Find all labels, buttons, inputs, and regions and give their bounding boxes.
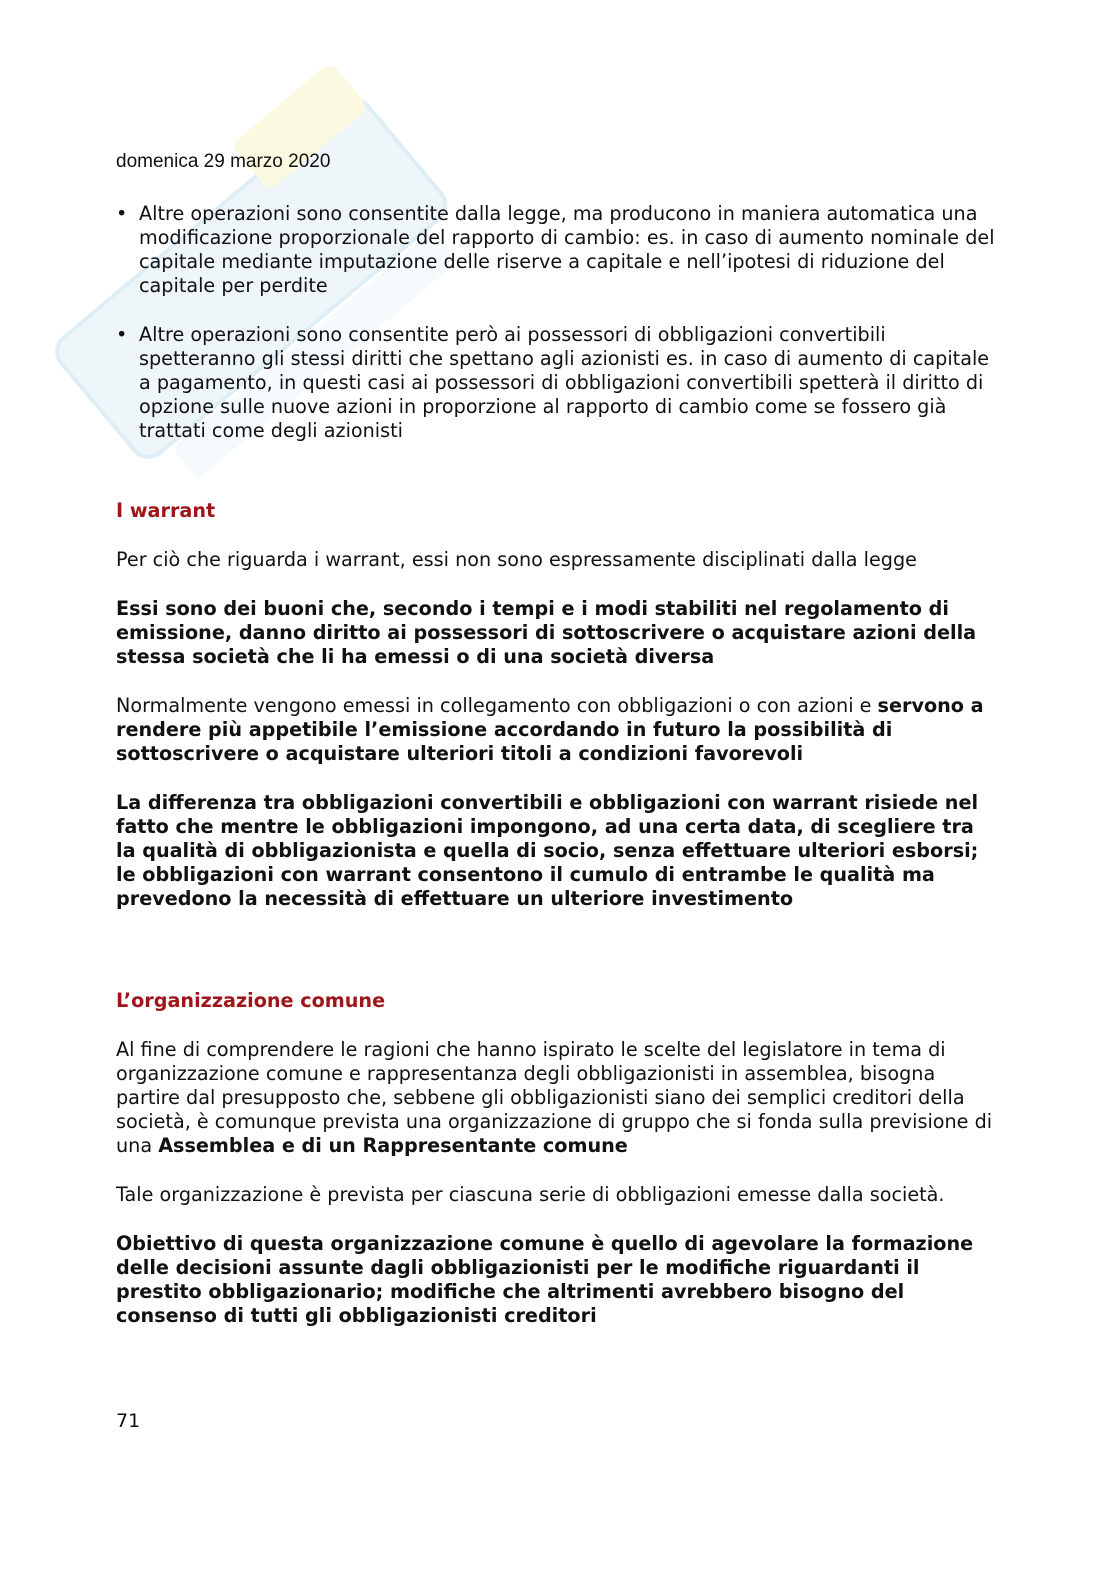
bullet-text: Altre operazioni sono consentite però ai possessori di obbligazioni convertibili spetteranno gli stessi diritti che spettano agli azionisti es. in caso di aumento di capitale a pagamento, in questi casi ai possessori di obbligazioni convertibili spetterà il diritto di opzione sulle nuove azioni in proporzione al rapporto di cambio come se fossero già trattati come degli azionisti xyxy=(139,323,990,442)
paragraph-text: Al fine di comprendere le ragioni che hanno ispirato le scelte del legislatore in tema di organizzazione comune e rappresentanza degli obbligazionisti in assemblea, bisogna partire dal presupposto che, sebbene gli obbligazionisti siano dei semplici creditori della società, è comunque prevista una organizzazione di gruppo che si fonda sulla previsione di una xyxy=(116,1038,993,1157)
paragraph: Per ciò che riguarda i warrant, essi non sono espressamente disciplinati dalla legge xyxy=(116,548,917,571)
paragraph xyxy=(116,1038,996,1158)
paragraph-emphasis: servono a rendere più appetibile l’emissione accordando in futuro la possibilità di sottoscrivere o acquistare ulteriori titoli a condizioni favorevoli xyxy=(116,694,984,765)
page-number: 71 xyxy=(116,1410,141,1432)
list-item xyxy=(116,202,996,298)
bullet-dot-icon: • xyxy=(116,323,128,346)
section-title-organizzazione: L’organizzazione comune xyxy=(116,989,386,1012)
paragraph: Tale organizzazione è prevista per ciascuna serie di obbligazioni emesse dalla società. xyxy=(116,1183,945,1206)
bullet-dot-icon: • xyxy=(116,202,128,225)
paragraph: Obiettivo di questa organizzazione comune è quello di agevolare la formazione delle decisioni assunte dagli obbligazionisti per le modifiche riguardanti il prestito obbligazionario; modifiche che altrimenti avrebbero bisogno del consenso di tutti gli obbligazionisti creditori xyxy=(116,1232,974,1327)
paragraph-emphasis: Assemblea e di un Rappresentante comune xyxy=(158,1134,628,1157)
paragraph: La differenza tra obbligazioni convertibili e obbligazioni con warrant risiede nel fatto che mentre le obbligazioni impongono, ad una certa data, di scegliere tra la qualità di obbligazionista e quella di socio, senza effettuare ulteriori esborsi; le obbligazioni con warrant consentono il cumulo di entrambe le qualità ma prevedono la necessità di effettuare un ulteriore investimento xyxy=(116,791,979,910)
section-title-warrant: I warrant xyxy=(116,499,216,522)
paragraph xyxy=(116,694,996,766)
paragraph: Essi sono dei buoni che, secondo i tempi e i modi stabiliti nel regolamento di emissione, danno diritto ai possessori di sottoscrivere o acquistare azioni della stessa società che li ha emessi o di una società diversa xyxy=(116,597,977,668)
paragraph-text: Normalmente vengono emessi in collegamento con obbligazioni o con azioni e xyxy=(116,694,878,717)
page-content xyxy=(116,150,996,1328)
bullet-text: Altre operazioni sono consentite dalla legge, ma producono in maniera automatica una modificazione proporzionale del rapporto di cambio: es. in caso di aumento nominale del capitale mediante imputazione delle riserve a capitale e nell’ipotesi di riduzione del capitale per perdite xyxy=(139,202,995,297)
document-date: domenica 29 marzo 2020 xyxy=(116,151,331,172)
bullet-list xyxy=(116,202,996,443)
list-item xyxy=(116,323,996,443)
